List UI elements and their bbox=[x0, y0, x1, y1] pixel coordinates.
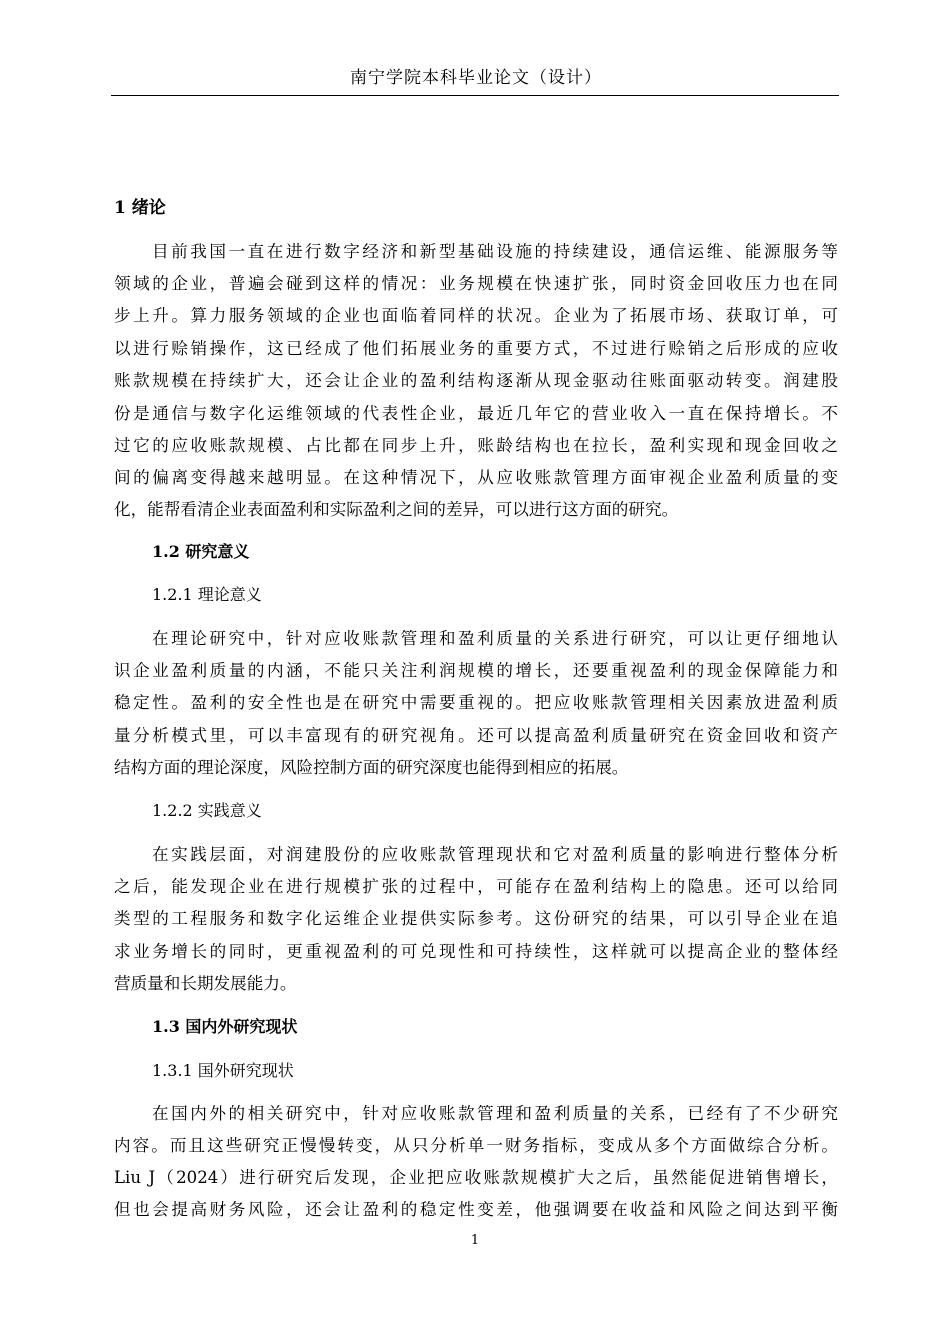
text-line: 在理论研究中，针对应收账款管理和盈利质量的关系进行研究，可以让更仔细地认 bbox=[152, 629, 838, 648]
text-line: 步上升。算力服务领域的企业也面临着同样的状况。企业为了拓展市场、获取订单，可 bbox=[114, 306, 838, 325]
text-line: 稳定性。盈利的安全性也是在研究中需要重视的。把应收账款管理相关因素放进盈利质 bbox=[114, 693, 838, 712]
text-line: 量分析模式里，可以丰富现有的研究视角。还可以提高盈利质量研究在资金回收和资产 bbox=[114, 726, 838, 745]
running-header: 南宁学院本科毕业论文（设计） bbox=[350, 68, 602, 88]
subsection-heading-1-2-1: 1.2.1 理论意义 bbox=[152, 585, 262, 604]
text-line: 间的偏离变得越来越明显。在这种情况下，从应收账款管理方面审视企业盈利质量的变 bbox=[114, 468, 838, 487]
section-heading-1-2: 1.2 研究意义 bbox=[152, 542, 250, 561]
chapter-heading: 1 绪论 bbox=[114, 198, 166, 218]
section-heading-1-3: 1.3 国内外研究现状 bbox=[152, 1017, 298, 1036]
text-line: 以进行赊销操作，这已经成了他们拓展业务的重要方式，不过进行赊销之后形成的应收 bbox=[114, 339, 838, 358]
text-line: 领域的企业，普遍会碰到这样的情况：业务规模在快速扩张，同时资金回收压力也在同 bbox=[114, 274, 838, 293]
text-line: 之后，能发现企业在进行规模扩张的过程中，可能存在盈利结构上的隐患。还可以给同 bbox=[114, 877, 838, 896]
text-line: 份是通信与数字化运维领域的代表性企业，最近几年它的营业收入一直在保持增长。不 bbox=[114, 404, 838, 423]
text-line: 类型的工程服务和数字化运维企业提供实际参考。这份研究的结果，可以引导企业在追 bbox=[114, 909, 838, 928]
text-line: 过它的应收账款规模、占比都在同步上升，账龄结构也在拉长，盈利实现和现金回收之 bbox=[114, 436, 838, 455]
subsection-heading-1-2-2: 1.2.2 实践意义 bbox=[152, 801, 262, 820]
text-line: 在国内外的相关研究中，针对应收账款管理和盈利质量的关系，已经有了不少研究 bbox=[152, 1104, 838, 1123]
text-line: 识企业盈利质量的内涵，不能只关注利润规模的增长，还要重视盈利的现金保障能力和 bbox=[114, 661, 838, 680]
text-line: 账款规模在持续扩大，还会让企业的盈利结构逐渐从现金驱动往账面驱动转变。润建股 bbox=[114, 371, 838, 390]
page-number: 1 bbox=[470, 1233, 480, 1248]
text-line: 营质量和长期发展能力。 bbox=[114, 974, 297, 993]
text-line: 在实践层面，对润建股份的应收账款管理现状和它对盈利质量的影响进行整体分析 bbox=[152, 845, 838, 864]
text-line: 化，能帮看清企业表面盈利和实际盈利之间的差异，可以进行这方面的研究。 bbox=[114, 500, 679, 519]
text-line: 目前我国一直在进行数字经济和新型基础设施的持续建设，通信运维、能源服务等 bbox=[152, 242, 838, 261]
header-rule bbox=[111, 95, 839, 96]
text-line: 内容。而且这些研究正慢慢转变，从只分析单一财务指标，变成从多个方面做综合分析。 bbox=[114, 1136, 838, 1155]
text-line: 结构方面的理论深度，风险控制方面的研究深度也能得到相应的拓展。 bbox=[114, 758, 629, 777]
text-line: Liu J（2024）进行研究后发现，企业把应收账款规模扩大之后，虽然能促进销售增长， bbox=[114, 1168, 838, 1187]
text-line: 但也会提高财务风险，还会让盈利的稳定性变差，他强调要在收益和风险之间达到平衡 bbox=[114, 1200, 838, 1219]
subsection-heading-1-3-1: 1.3.1 国外研究现状 bbox=[152, 1061, 294, 1080]
text-line: 求业务增长的同时，更重视盈利的可兑现性和可持续性，这样就可以提高企业的整体经 bbox=[114, 942, 838, 961]
